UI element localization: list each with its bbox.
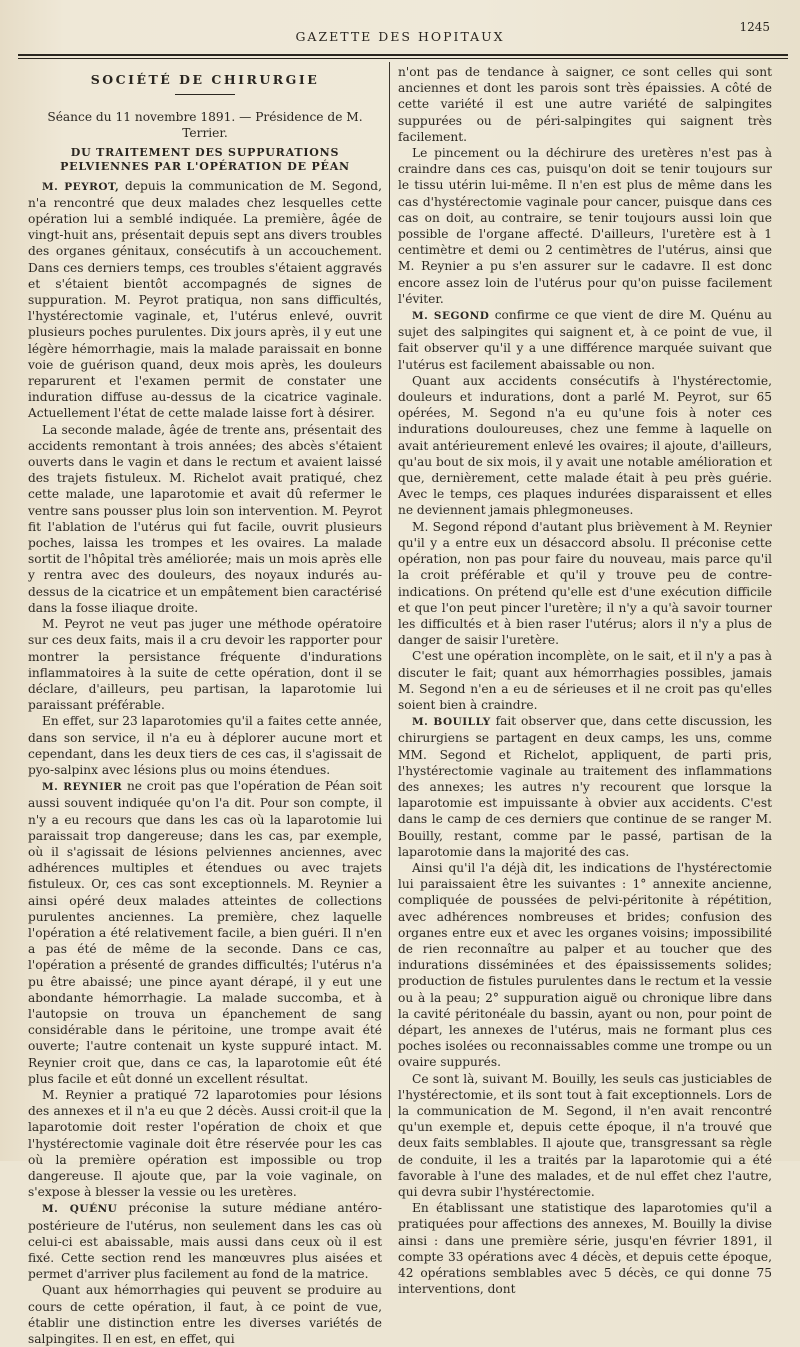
paragraph [398, 860, 772, 1071]
paragraph [398, 307, 772, 373]
header-rule [18, 54, 788, 56]
paragraph [398, 64, 772, 145]
journal-title: GAZETTE DES HOPITAUX [295, 29, 505, 44]
paragraph [398, 713, 772, 860]
paragraph [28, 778, 382, 1087]
paragraph-text: M. Peyrot ne veut pas juger une méthode opératoire sur ces deux faits, mais il a cru devoir les rapporter pour montrer la persistance fréquente d'indurations inflammatoires à la suite de cette opération, dont il se déclare, d'ailleurs, peu partisan, la laparotomie lui paraissant préférable. [28, 617, 382, 713]
page-number: 1245 [739, 20, 770, 34]
paragraph [28, 178, 382, 422]
running-head [0, 20, 800, 50]
paragraph-text: Ainsi qu'il l'a déjà dit, les indications de l'hystérectomie lui paraissaient être les suivantes : 1° annexite ancienne, compliquée de poussées de pelvi-péritonite à répétition, avec adhérences nombreuses et brides; confusion des organes entre eux et avec les organes voisins; impossibilité de rien reconnaître au palper et au toucher que des indurations disséminées et des épaississements solides; production de fistules purulentes dans le rectum et la vessie ou à la peau; 2° suppuration aiguë ou chronique libre dans la cavité péritonéale du bassin, ayant ou non, pour point de départ, les annexes de l'utérus, mais ne formant plus ces poches isolées ou reconnaissables comme une trompe ou un ovaire suppurés. [398, 860, 772, 1070]
speaker-name: M. REYNIER [42, 781, 123, 794]
header-rule-thin [18, 58, 788, 59]
right-column [398, 64, 772, 1297]
speaker-name: M. QUÉNU [42, 1203, 118, 1216]
paragraph-text: Le pincement ou la déchirure des uretères n'est pas à craindre dans ces cas, puisqu'on doit se tenir toujours sur le tissu utérin lui-même. Il n'en est plus de même dans les cas d'hystérectomie vaginale pour cancer, puisque dans ces cas on doit, au contraire, se tenir toujours aussi loin que possible de l'organe affecté. D'ailleurs, l'uretère est à 1 centimètre et demi ou 2 centimètres de l'utérus, ainsi que M. Reynier a pu s'en assurer sur le cadavre. Il est donc encore assez loin de l'utérus pour qu'on puisse facilement l'éviter. [398, 146, 772, 306]
article-subtitle: DU TRAITEMENT DES SUPPURATIONS PELVIENNES PAR L'OPÉRATION DE PÉAN [60, 145, 350, 173]
title-rule [175, 94, 235, 95]
speaker-name: M. SEGOND [412, 310, 490, 323]
paragraph-text: n'ont pas de tendance à saigner, ce sont celles qui sont anciennes et dont les parois sont très épaissies. A côté de cette variété il est une autre variété de salpingites suppurées ou de péri-salpingites qui saignent très facilement. [398, 65, 772, 144]
paragraph [398, 648, 772, 713]
right-paragraphs [398, 64, 772, 1297]
paragraph [28, 616, 382, 713]
paragraph-text: La seconde malade, âgée de trente ans, présentait des accidents remontant à trois années; des abcès s'étaient ouverts dans le vagin et dans le rectum et avaient laissé des trajets fistuleux. M. Richelot avait pratiqué, chez cette malade, une laparotomie et avait dû refermer le ventre sans pousser plus loin son intervention. M. Peyrot fit l'ablation de l'utérus qui fut facile, ouvrit plusieurs poches, laissa les trompes et les ovaires. La malade sortit de l'hôpital très améliorée; mais un mois après elle y rentra avec des douleurs, des noyaux indurés au-dessus de la cicatrice et un empâtement bien caractérisé dans la fosse iliaque droite. [28, 422, 382, 615]
paragraph-text: fait observer que, dans cette discussion, les chirurgiens se partagent en deux camps, les uns, comme MM. Segond et Richelot, appliquent, de parti pris, l'hystérectomie vaginale au traitement des inflammations des annexes; les autres n'y recourent que lorsque la laparotomie est impuissante à obvier aux accidents. C'est dans le camp de ces derniers que continue de se ranger M. Bouilly, restant, comme par le passé, partisan de la laparotomie dans la majorité des cas. [398, 714, 772, 859]
speaker-name: M. BOUILLY [412, 716, 491, 729]
paragraph-text: confirme ce que vient de dire M. Quénu au sujet des salpingites qui saignent et, à ce point de vue, il fait observer qu'il y a une différence marquée suivant que l'utérus est facilement abaissable ou non. [398, 308, 772, 372]
left-column [28, 64, 382, 1347]
paragraph-text: Ce sont là, suivant M. Bouilly, les seuls cas justiciables de l'hystérectomie, et ils sont tout à fait exceptionnels. Lors de la communication de M. Segond, il n'en avait rencontré qu'un exemple et, depuis cette époque, il n'a trouvé que deux faits semblables. Il ajoute que, transgressant sa règle de conduite, il les a traités par la laparotomie qui a été favorable à l'une des malades, et de nul effet chez l'autre, qui devra subir l'hystérectomie. [398, 1071, 772, 1200]
left-paragraphs [28, 178, 382, 1347]
session-line: Séance du 11 novembre 1891. — Présidence de M. Terrier. [47, 110, 363, 141]
paragraph-text: Quant aux hémorrhagies qui peuvent se produire au cours de cette opération, il faut, à ce point de vue, établir une distinction entre les diverses variétés de salpingites. Il en est, en effet, qui [28, 1283, 382, 1347]
speaker-name: M. PEYROT, [42, 180, 120, 193]
paragraph-text: préconise la suture médiane antéro-postérieure de l'utérus, non seulement dans les cas où celui-ci est abaissable, mais aussi dans ceux où il est fixé. Cette section rend les manœuvres plus aisées et permet d'arriver plus facilement au fond de la matrice. [28, 1201, 382, 1282]
paragraph [28, 713, 382, 778]
paragraph [28, 1200, 382, 1282]
paragraph [398, 1071, 772, 1201]
paragraph [28, 1282, 382, 1347]
paragraph-text: C'est une opération incomplète, on le sait, et il n'y a pas à discuter le fait; quant aux hémorrhagies possibles, jamais M. Segond n'en a eu de sérieuses et il ne croit pas qu'elles soient bien à craindre. [398, 649, 772, 712]
section-title: SOCIÉTÉ DE CHIRURGIE [90, 72, 320, 87]
paragraph [398, 519, 772, 649]
paragraph [398, 373, 772, 519]
paragraph-text: En effet, sur 23 laparotomies qu'il a faites cette année, dans son service, il n'a eu à déplorer aucune mort et cependant, dans les deux tiers de ces cas, il s'agissait de pyo-salpinx avec lésions plus ou moins étendues. [28, 714, 382, 777]
paragraph-text: depuis la communication de M. Segond, n'a rencontré que deux malades chez lesquelles cette opération lui a semblé indiquée. La première, âgée de vingt-huit ans, présentait depuis sept ans divers troubles des organes génitaux, consécutifs à un accouchement. Dans ces derniers temps, ces troubles s'étaient aggravés et s'étaient bientôt accompagnés de signes de suppuration. M. Peyrot pratiqua, non sans difficultés, l'hystérectomie vaginale, et, l'utérus enlevé, ouvrit plusieurs poches purulentes. Dix jours après, il y eut une légère hémorrhagie, mais la malade paraissait en bonne voie de guérison quand, deux mois après, les douleurs reparurent et l'examen permit de constater une induration diffuse au-dessus de la cicatrice vaginale. Actuellement l'état de cette malade laisse fort à désirer. [28, 178, 382, 421]
paragraph-text: ne croit pas que l'opération de Péan soit aussi souvent indiquée qu'on l'a dit. Pour son compte, il n'y a eu recours que dans les cas où la laparotomie lui paraissait trop dangereuse; dans les cas, par exemple, où il s'agissait de lésions pelviennes anciennes, avec adhérences multiples et étendues ou avec trajets fistuleux. Or, ces cas sont exceptionnels. M. Reynier a ainsi opéré deux malades atteintes de collections purulentes anciennes. La première, chez laquelle l'opération a été relativement facile, a bien guéri. Il n'en a pas été de même de la seconde. Dans ce cas, l'opération a présenté de grandes difficultés; l'utérus n'a pu être abaissé; une pince ayant dérapé, il y eut une abondante hémorrhagie. La malade succomba, et à l'autopsie on trouva un épanchement de sang considérable dans le péritoine, une trompe avait été ouverte; l'autre contenait un kyste suppuré intact. M. Reynier croit que, dans ce cas, la laparotomie eût été plus facile et eût donné un excellent résultat. [28, 779, 382, 1086]
paragraph-text: M. Segond répond d'autant plus brièvement à M. Reynier qu'il y a entre eux un désaccord absolu. Il préconise cette opération, non pas pour faire du nouveau, mais parce qu'il la croit préférable et qu'il y trouve peu de contre-indications. On prétend qu'elle est d'une exécution difficile et que l'on peut pincer l'uretère; il n'y a qu'à savoir tourner les difficultés et à bien raser l'utérus; alors il n'y a plus de danger de saisir l'uretère. [398, 519, 772, 648]
paragraph [398, 145, 772, 307]
paragraph [398, 1200, 772, 1297]
paragraph-text: Quant aux accidents consécutifs à l'hystérectomie, douleurs et indurations, dont a parlé M. Peyrot, sur 65 opérées, M. Segond n'a eu qu'une fois à noter ces indurations douloureuses, chez une femme à laquelle on avait antérieurement enlevé les ovaires; il ajoute, d'ailleurs, qu'au bout de six mois, il y avait une notable amélioration et que, dernièrement, cette malade était à peu près guérie. Avec le temps, ces plaques indurées disparaissent et elles ne deviennent jamais phlegmoneuses. [398, 373, 772, 518]
paragraph [28, 422, 382, 616]
paragraph [28, 1087, 382, 1200]
paragraph-text: En établissant une statistique des laparotomies qu'il a pratiquées pour affections des annexes, M. Bouilly la divise ainsi : dans une première série, jusqu'en février 1891, il compte 33 opérations avec 4 décès, et depuis cette époque, 42 opérations semblables avec 5 décès, ce qui donne 75 interventions, dont [398, 1201, 772, 1297]
column-divider [389, 62, 390, 1118]
paragraph-text: M. Reynier a pratiqué 72 laparotomies pour lésions des annexes et il n'a eu que 2 décès. Aussi croit-il que la laparotomie doit rester l'opération de choix et que l'hystérectomie vaginale doit être réservée pour les cas où la première opération est impossible ou trop dangereuse. Il ajoute que, par la voie vaginale, on s'expose à blesser la vessie ou les uretères. [28, 1087, 382, 1200]
